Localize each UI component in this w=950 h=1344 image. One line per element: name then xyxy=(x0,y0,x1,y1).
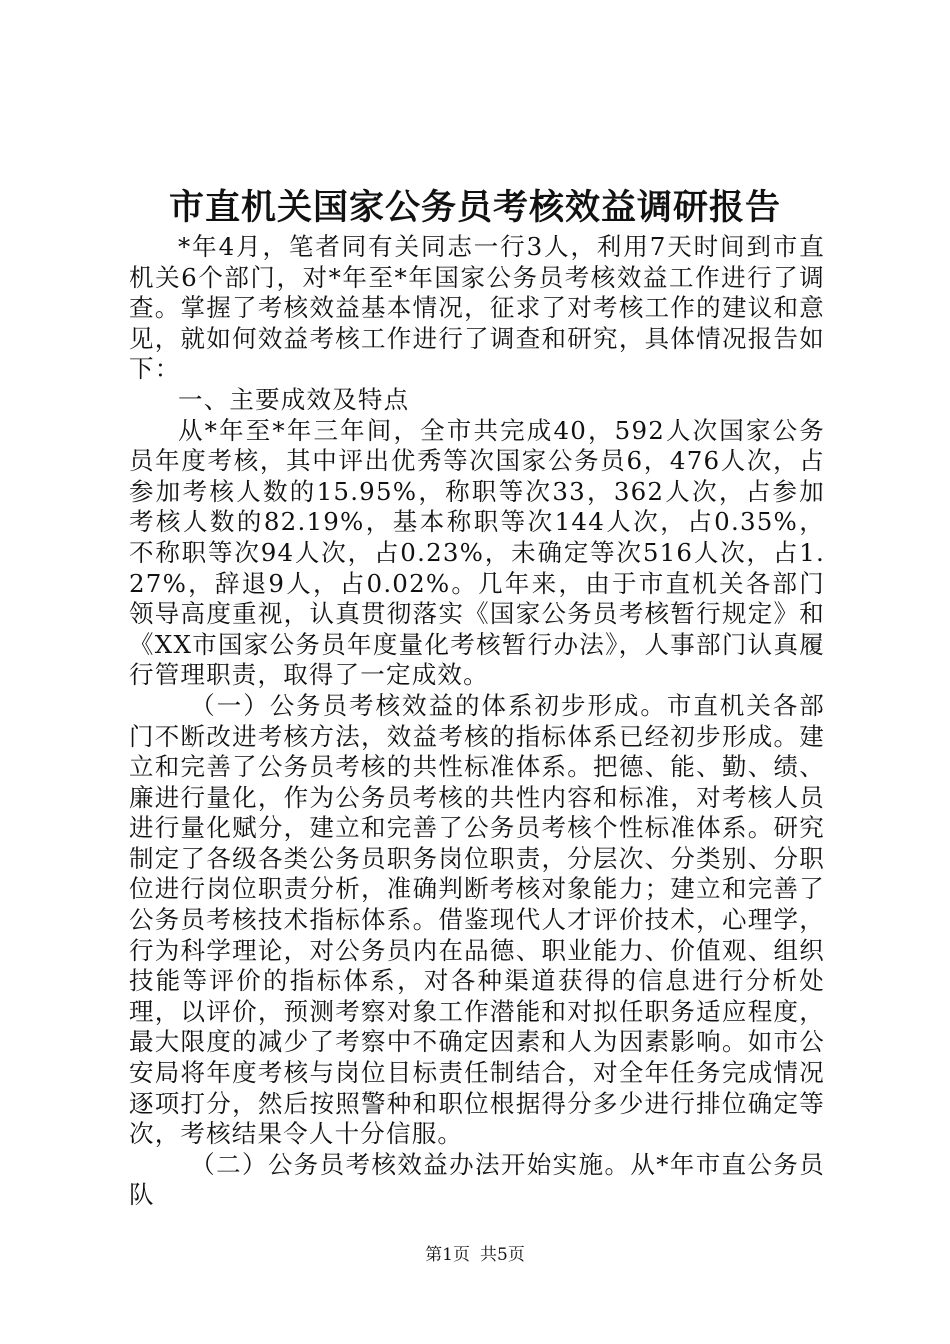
paragraph-statistics: 从*年至*年三年间，全市共完成40，592人次国家公务员年度考核，其中评出优秀等次国家公务员6，476人次，占参加考核人数的15.95%，称职等次33，362人次，占参加考核人数的82.19%，基本称职等次144人次，占0.35%，不称职等次94人次，占0.23%，未确定等次516人次，占1.27%，辞退9人，占0.02%。几年来，由于市直机关各部门领导高度重视，认真贯彻落实《国家公务员考核暂行规定》和《XX市国家公务员年度量化考核暂行办法》，人事部门认真履行管理职责，取得了一定成效。 xyxy=(129,415,825,690)
paragraph-intro: *年4月，笔者同有关同志一行3人，利用7天时间到市直机关6个部门，对*年至*年国家公务员考核效益工作进行了调查。掌握了考核效益基本情况，征求了对考核工作的建议和意见，就如何效益考核工作进行了调查和研究，具体情况报告如下： xyxy=(129,232,825,384)
page-footer xyxy=(0,1244,950,1266)
document-title: 市直机关国家公务员考核效益调研报告 xyxy=(168,187,781,228)
document-body xyxy=(129,232,825,1211)
subsection-1-paragraph: （一）公务员考核效益的体系初步形成。市直机关各部门不断改进考核方法，效益考核的指标体系已经初步形成。建立和完善了公务员考核的共性标准体系。把德、能、勤、绩、廉进行量化，作为公务员考核的共性内容和标准，对考核人员进行量化赋分，建立和完善了公务员考核个性标准体系。研究制定了各级各类公务员职务岗位职责，分层次、分类别、分职位进行岗位职责分析，准确判断考核对象能力；建立和完善了公务员考核技术指标体系。借鉴现代人才评价技术，心理学，行为科学理论，对公务员内在品德、职业能力、价值观、组织技能等评价的指标体系，对各种渠道获得的信息进行分析处理，以评价，预测考察对象工作潜能和对拟任职务适应程度，最大限度的减少了考察中不确定因素和人为因素影响。如市公安局将年度考核与岗位目标责任制结合，对全年任务完成情况逐项打分，然后按照警种和职位根据得分多少进行排位确定等次，考核结果令人十分信服。 xyxy=(129,690,825,1149)
section-heading: 一、主要成效及特点 xyxy=(178,384,410,414)
subsection-2-paragraph: （二）公务员考核效益办法开始实施。从*年市直公务员队 xyxy=(129,1149,825,1210)
page-total: 共5页 xyxy=(480,1245,525,1265)
page-number: 第1页 xyxy=(425,1245,470,1265)
